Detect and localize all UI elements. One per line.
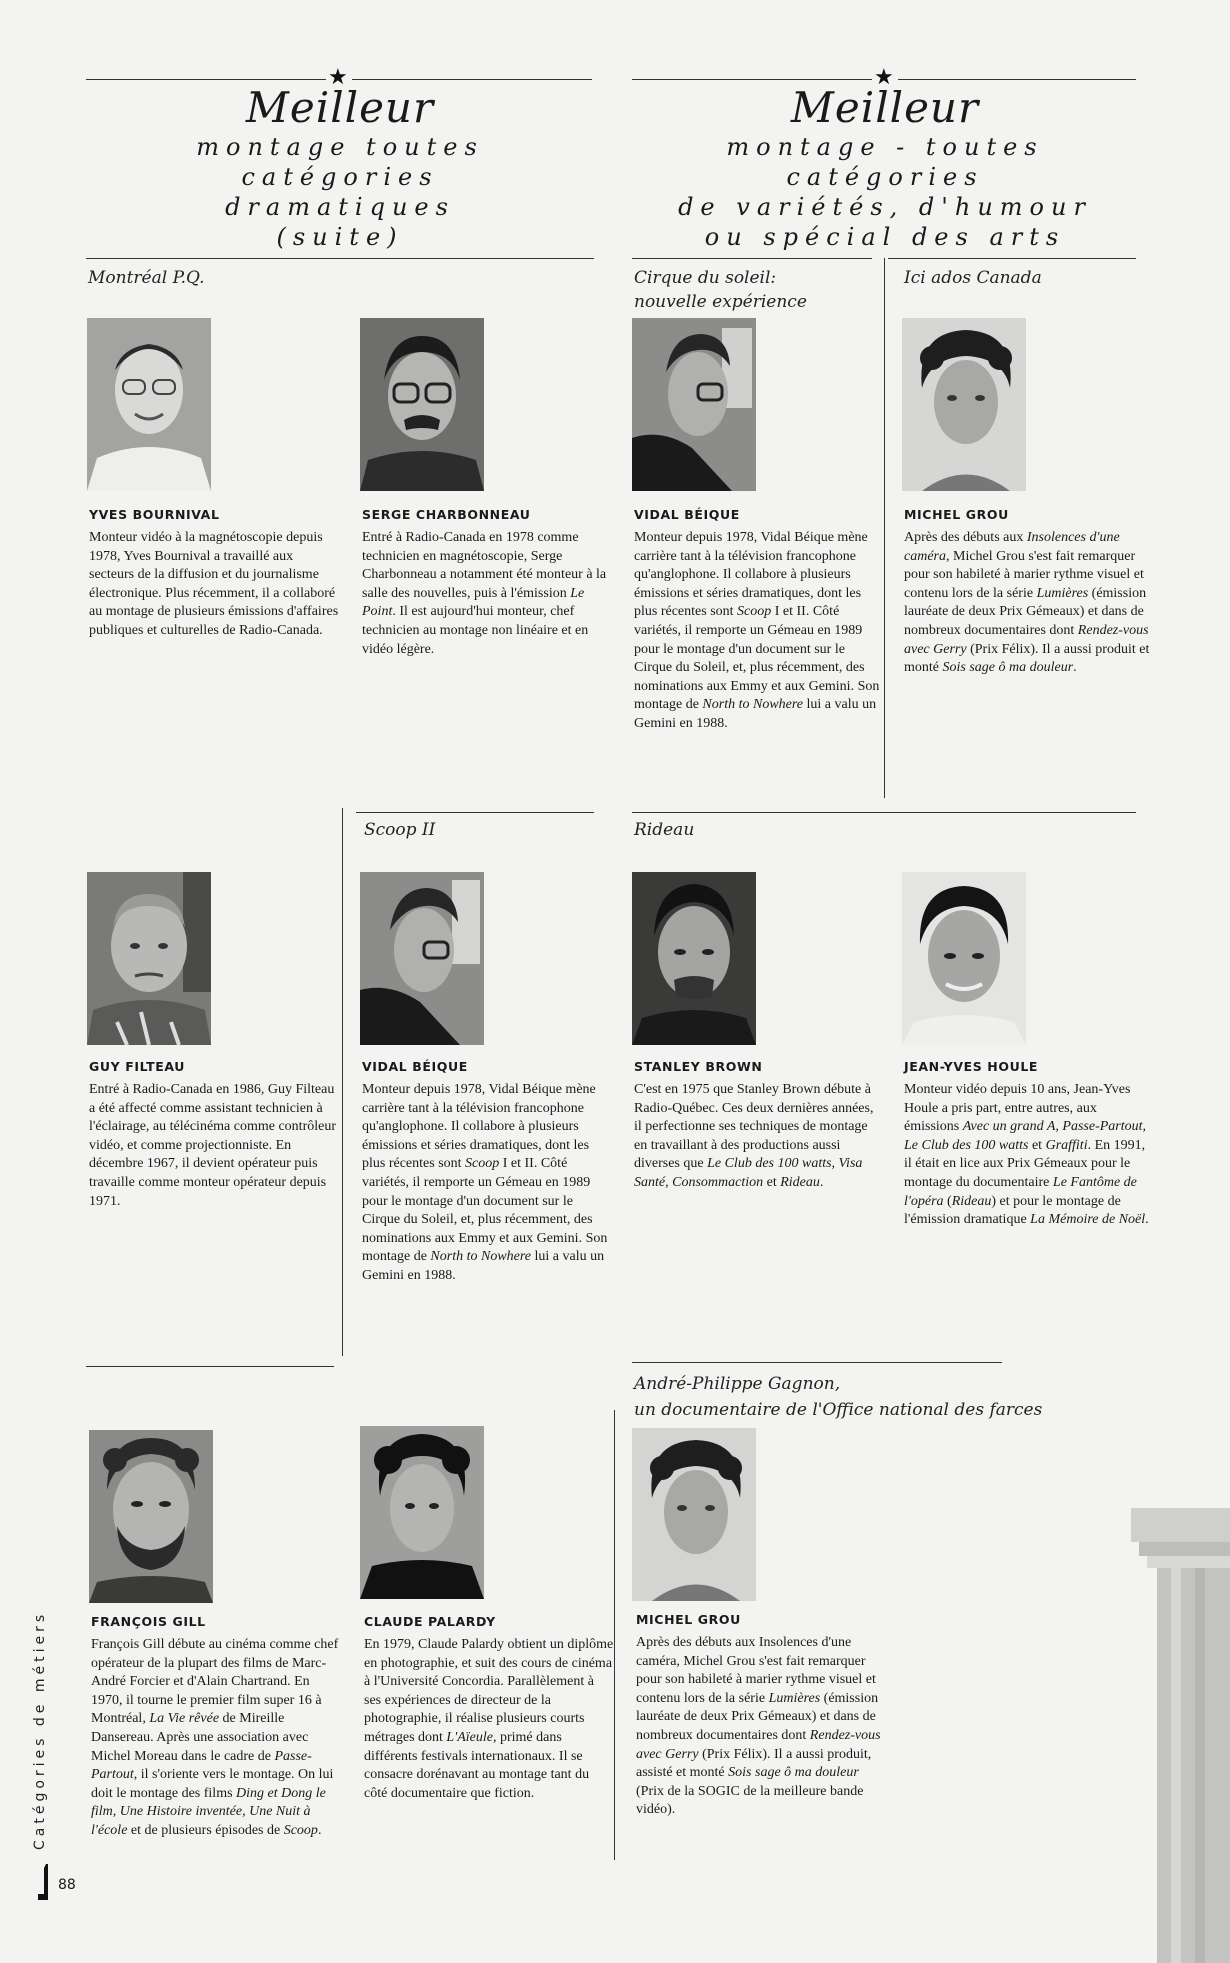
photo-serge-charbonneau bbox=[360, 318, 484, 491]
bio-title-italic: Rendez-vous avec Gerry bbox=[904, 622, 1149, 657]
bio-title-italic: Rideau bbox=[951, 1193, 992, 1209]
right-title-line-3: ou spécial des arts bbox=[704, 223, 1066, 251]
bio-text: (Prix Félix). Il a aussi produit, assisté et monté bbox=[636, 1746, 872, 1781]
bio-text: , il s'oriente vers le montage. On lui doit le montage des films bbox=[91, 1767, 334, 1801]
name-serge-charbonneau: SERGE CHARBONNEAU bbox=[362, 507, 531, 522]
rule-scoop bbox=[356, 812, 594, 813]
name-vidal-beique-2: VIDAL BÉIQUE bbox=[362, 1059, 468, 1074]
section-scoop: Scoop II bbox=[364, 820, 436, 840]
bio-text: lui a valu un Gemini en 1988. bbox=[362, 1249, 605, 1283]
bio-text: . En 1991, il était en lice aux Prix Gémeaux pour le montage du documentaire bbox=[904, 1137, 1146, 1190]
bio-text: En 1979, Claude Palardy obtient un diplôme en photographie, et suit des cours de cinéma à l'Université Concordia. Parallèlement à ses expériences de directeur de la photographie, il réalise plusieurs courts métrages dont bbox=[364, 1637, 614, 1745]
bio-text: (émission lauréate de deux Prix Gémeaux) et dans de nombreux documentaires dont bbox=[636, 1690, 879, 1743]
bio-guy-filteau bbox=[89, 1081, 339, 1211]
bio-claude-palardy bbox=[364, 1636, 614, 1803]
bio-stanley-brown bbox=[634, 1081, 884, 1193]
bio-text: . bbox=[317, 1822, 322, 1838]
bio-text: Après des débuts aux Insolences d'une caméra, Michel Grou s'est fait remarquer pour son habileté à marier rythme visuel et contenu lors de la série bbox=[636, 1635, 876, 1706]
divider-bottom bbox=[614, 1410, 615, 1860]
left-title-line-2: dramatiques bbox=[225, 193, 455, 221]
bio-text: Après des débuts aux bbox=[904, 530, 1027, 545]
rule-montreal bbox=[86, 258, 594, 259]
section-rideau: Rideau bbox=[634, 820, 695, 840]
left-title-main: Meilleur bbox=[245, 83, 435, 132]
bio-text: de Mireille Dansereau. Après une association avec Michel Moreau dans le cadre de bbox=[91, 1711, 309, 1764]
right-title-rule-right bbox=[898, 79, 1136, 80]
rule-agagnon bbox=[632, 1362, 1002, 1363]
bio-vidal-beique-1 bbox=[634, 529, 884, 734]
rule-ici-ados bbox=[888, 258, 1136, 259]
bio-text: Entré à Radio-Canada en 1978 comme technicien en magnétoscopie, Serge Charbonneau a notamment été monteur à la salle des nouvelles, puis à l'émission bbox=[362, 530, 607, 601]
name-yves-bournival: YVES BOURNIVAL bbox=[89, 507, 220, 522]
section-montreal: Montréal P.Q. bbox=[88, 268, 205, 288]
bio-text: Monteur vidéo depuis 10 ans, Jean-Yves Houle a pris part, entre autres, aux émissions bbox=[904, 1082, 1131, 1135]
bio-title-italic: L'Aïeule bbox=[446, 1729, 493, 1745]
bio-title-italic: Avec un grand A, Passe-Partout, Le Club des 100 watts bbox=[904, 1119, 1147, 1153]
bio-text: . bbox=[1073, 660, 1077, 676]
section-cirque-1: Cirque du soleil: bbox=[634, 268, 777, 288]
bio-title-italic: La Mémoire de Noël bbox=[1030, 1212, 1146, 1228]
bio-michel-grou-2 bbox=[636, 1634, 886, 1820]
bio-title-italic: Scoop bbox=[283, 1822, 318, 1838]
photo-yves-bournival bbox=[87, 318, 211, 491]
bio-serge-charbonneau bbox=[362, 529, 612, 659]
right-title-rule-left bbox=[632, 79, 872, 80]
bio-title-italic: Insolences d'une caméra bbox=[904, 530, 1120, 564]
bio-title-italic: Le Fantôme de l'opéra bbox=[904, 1174, 1137, 1209]
photo-michel-grou-2 bbox=[632, 1428, 756, 1601]
bio-title-italic: Lumières bbox=[1036, 585, 1089, 601]
right-title-main: Meilleur bbox=[790, 83, 980, 132]
left-title-line-1: montage toutes catégories bbox=[196, 133, 484, 191]
bio-text: (Prix de la SOGIC de la meilleure bande vidéo). bbox=[636, 1783, 864, 1818]
bio-text: . bbox=[819, 1174, 824, 1190]
bio-text: et de plusieurs épisodes de bbox=[127, 1822, 284, 1838]
bio-title-italic: Le Club des 100 watts, Visa Santé, Consommaction bbox=[634, 1156, 863, 1190]
bio-title-italic: Graffiti bbox=[1045, 1137, 1088, 1153]
left-title-rule-right bbox=[352, 79, 592, 80]
photo-guy-filteau bbox=[87, 872, 211, 1045]
bio-title-italic: North to Nowhere bbox=[702, 697, 804, 713]
photo-michel-grou-1 bbox=[902, 318, 1026, 491]
photo-stanley-brown bbox=[632, 872, 756, 1045]
name-vidal-beique-1: VIDAL BÉIQUE bbox=[634, 507, 740, 522]
bio-title-italic: Rideau bbox=[780, 1174, 820, 1190]
bio-jean-yves-houle bbox=[904, 1081, 1154, 1230]
section-agagnon-1: André-Philippe Gagnon, bbox=[634, 1374, 841, 1394]
rule-rideau bbox=[632, 812, 1136, 813]
bio-text: Monteur depuis 1978, Vidal Béique mène carrière tant à la télévision francophone qu'anglophone. Il collabore à plusieurs émissions et séries dramatiques, dont les plus récentes sont bbox=[634, 530, 868, 620]
bio-text: François Gill débute au cinéma comme chef opérateur de la plupart des films de Marc-André Forcier et d'Alain Chartrand. En 1970, il tourne le premier film super 16 à Montréal, bbox=[91, 1637, 339, 1727]
section-agagnon-2: un documentaire de l'Office national des farces bbox=[634, 1400, 1043, 1420]
left-title-star-icon: ★ bbox=[328, 64, 348, 89]
sidebar-category-label: Catégories de métiers bbox=[32, 1610, 48, 1850]
right-title-star-icon: ★ bbox=[874, 64, 894, 89]
left-title bbox=[130, 84, 550, 252]
divider-middle bbox=[342, 808, 343, 1356]
bio-text: et bbox=[763, 1174, 781, 1190]
bio-title-italic: La Vie rêvée bbox=[149, 1711, 220, 1727]
rule-cirque bbox=[632, 258, 872, 259]
bio-yves-bournival bbox=[89, 529, 339, 641]
bio-text: ) et pour le montage de l'émission dramatique bbox=[904, 1193, 1121, 1228]
bio-text: . bbox=[1145, 1212, 1149, 1228]
name-jean-yves-houle: JEAN-YVES HOULE bbox=[904, 1059, 1039, 1074]
bio-michel-grou-1 bbox=[904, 529, 1154, 678]
name-guy-filteau: GUY FILTEAU bbox=[89, 1059, 186, 1074]
section-cirque-2: nouvelle expérience bbox=[634, 292, 807, 312]
photo-vidal-beique-1 bbox=[632, 318, 756, 491]
bio-title-italic: Le Point bbox=[362, 585, 585, 620]
bio-title-italic: Ding et Dong le film, Une Histoire inventée, Une Nuit à l'école bbox=[91, 1785, 326, 1838]
bio-text: , primé dans différents festivals internationaux. Il se consacre dorénavant au montage tant du côté documentaire que fiction. bbox=[364, 1729, 590, 1801]
name-michel-grou-1: MICHEL GROU bbox=[904, 507, 1009, 522]
left-title-rule-left bbox=[86, 79, 326, 80]
bio-text: (émission lauréate de deux Prix Gémeaux) et dans de nombreux documentaires dont bbox=[904, 585, 1147, 638]
bio-text: lui a valu un Gemini en 1988. bbox=[634, 697, 877, 731]
bio-text: Monteur vidéo à la magnétoscopie depuis 1978, Yves Bournival a travaillé aux secteurs de la diffusion et du journalisme électronique. Plus récemment, il a collaboré au montage de plusieurs émissions d'affaires publiques et culturelles de Radio-Canada. bbox=[89, 530, 339, 638]
page-number: 88 bbox=[58, 1877, 76, 1893]
section-ici-ados: Ici ados Canada bbox=[904, 268, 1042, 288]
photo-francois-gill bbox=[89, 1430, 213, 1603]
bio-title-italic: Sois sage ô ma douleur bbox=[942, 660, 1074, 676]
right-title-line-2: de variétés, d'humour bbox=[678, 193, 1092, 221]
bio-title-italic: Scoop bbox=[465, 1156, 500, 1172]
column-illustration bbox=[1125, 1500, 1230, 1963]
name-francois-gill: FRANÇOIS GILL bbox=[91, 1614, 206, 1629]
name-claude-palardy: CLAUDE PALARDY bbox=[364, 1614, 496, 1629]
photo-jean-yves-houle bbox=[902, 872, 1026, 1045]
page-corner-icon bbox=[38, 1864, 48, 1900]
bio-text: , Michel Grou s'est fait remarquer pour son habileté à marier rythme visuel et contenu lors de la série bbox=[904, 548, 1144, 601]
name-michel-grou-2: MICHEL GROU bbox=[636, 1612, 741, 1627]
bio-text: Monteur depuis 1978, Vidal Béique mène carrière tant à la télévision francophone qu'anglophone. Il collabore à plusieurs émissions et séries dramatiques, dont les plus récentes sont bbox=[362, 1082, 596, 1172]
bio-title-italic: North to Nowhere bbox=[430, 1249, 532, 1265]
left-title-line-3: (suite) bbox=[276, 223, 404, 251]
bio-vidal-beique-2 bbox=[362, 1081, 612, 1286]
bio-title-italic: Lumières bbox=[768, 1690, 821, 1706]
photo-vidal-beique-2 bbox=[360, 872, 484, 1045]
divider-right-top bbox=[884, 258, 885, 798]
bio-text: C'est en 1975 que Stanley Brown débute à Radio-Québec. Ces deux dernières années, il perfectionne ses techniques de montage en travaillant à des productions aussi diverses que bbox=[634, 1082, 874, 1172]
bio-title-italic: Rendez-vous avec Gerry bbox=[636, 1727, 881, 1762]
bio-francois-gill bbox=[91, 1636, 341, 1841]
bio-title-italic: Sois sage ô ma douleur bbox=[728, 1765, 859, 1781]
photo-claude-palardy bbox=[360, 1426, 484, 1599]
bio-title-italic: Passe-Partout bbox=[91, 1748, 312, 1783]
right-title bbox=[660, 84, 1110, 252]
right-title-line-1: montage - toutes catégories bbox=[726, 133, 1044, 191]
name-stanley-brown: STANLEY BROWN bbox=[634, 1059, 763, 1074]
rule-bottom-left bbox=[86, 1366, 334, 1367]
bio-title-italic: Scoop bbox=[737, 604, 772, 620]
bio-text: . Il est aujourd'hui monteur, chef technicien au montage non linéaire et en vidéo légère. bbox=[362, 604, 589, 657]
bio-text: et bbox=[1028, 1137, 1046, 1153]
bio-text: I et II. Côté variétés, il remporte un Gémeau en 1989 pour le montage d'un document sur le Cirque du Soleil, et, plus récemment, des nominations aux Emmy et aux Gemini. Son montage de bbox=[634, 604, 880, 713]
bio-text: Entré à Radio-Canada en 1986, Guy Filteau a été affecté comme assistant technicien à l'éclairage, au télécinéma comme contrôleur vidéo, et comme projectionniste. En décembre 1967, il devient opérateur puis travaille comme monteur opérateur depuis 1971. bbox=[89, 1082, 337, 1209]
bio-text: ( bbox=[943, 1193, 952, 1209]
bio-text: (Prix Félix). Il a aussi produit et monté bbox=[904, 641, 1150, 676]
bio-text: I et II. Côté variétés, il remporte un Gémeau en 1989 pour le montage d'un document sur le Cirque du Soleil, et, plus récemment, des nominations aux Emmy et aux Gemini. Son montage de bbox=[362, 1156, 608, 1265]
